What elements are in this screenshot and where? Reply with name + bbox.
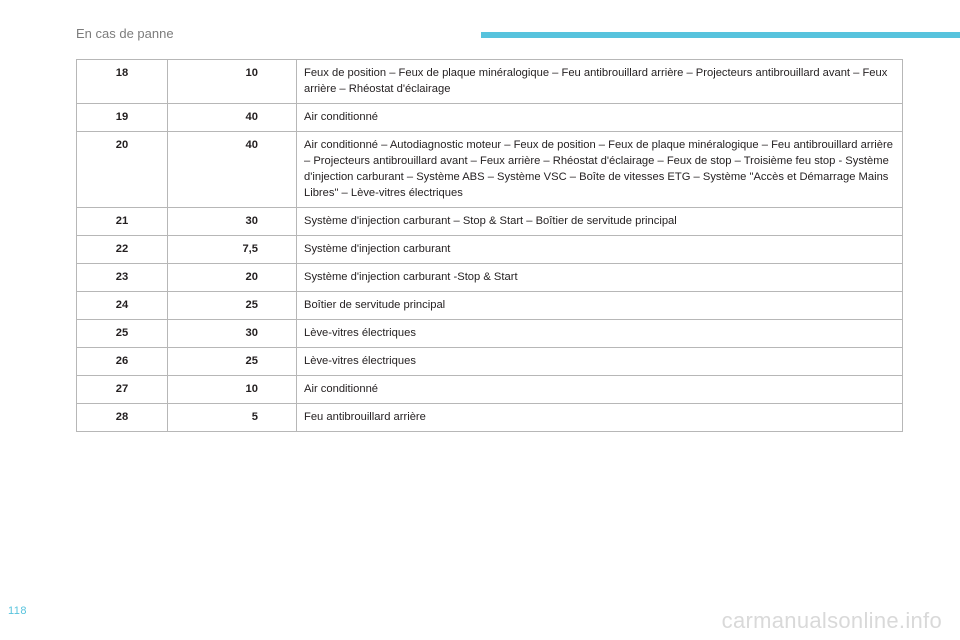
fuse-number: 23 <box>77 264 168 292</box>
fuse-function: Air conditionné <box>297 376 903 404</box>
fuse-amperage: 10 <box>168 60 297 104</box>
table-row <box>77 208 903 236</box>
fuse-amperage: 30 <box>168 208 297 236</box>
fuse-number: 28 <box>77 404 168 432</box>
fuse-function: Feux de position – Feux de plaque minéralogique – Feu antibrouillard arrière – Projecteurs antibrouillard avant – Feux arrière – Rhéostat d'éclairage <box>297 60 903 104</box>
table-row <box>77 236 903 264</box>
fuse-function: Lève-vitres électriques <box>297 348 903 376</box>
table-row <box>77 292 903 320</box>
fuse-amperage: 25 <box>168 292 297 320</box>
table-row <box>77 264 903 292</box>
fuse-amperage: 25 <box>168 348 297 376</box>
watermark-link[interactable]: carmanualsonline.info <box>721 608 942 633</box>
fuse-number: 20 <box>77 132 168 208</box>
fuse-amperage: 40 <box>168 104 297 132</box>
fuse-amperage: 10 <box>168 376 297 404</box>
table-row <box>77 132 903 208</box>
fuse-number: 27 <box>77 376 168 404</box>
fuse-number: 22 <box>77 236 168 264</box>
fuse-number: 26 <box>77 348 168 376</box>
page-number: 118 <box>8 605 28 617</box>
section-title: En cas de panne <box>76 26 174 41</box>
fuse-function: Air conditionné <box>297 104 903 132</box>
fuse-amperage: 30 <box>168 320 297 348</box>
table-row <box>77 376 903 404</box>
fuse-function: Air conditionné – Autodiagnostic moteur – Feux de position – Feux de plaque minéralogique – Feu antibrouillard arrière – Projecteurs antibrouillard avant – Feux arrière – Rhéostat d'éclairage – Feux de stop – Troisième feu stop - Système d'injection carburant – Système ABS – Système VSC – Boîte de vitesses ETG – Système "Accès et Démarrage Mains Libres" – Lève-vitres électriques <box>297 132 903 208</box>
fuse-function: Système d'injection carburant – Stop & Start – Boîtier de servitude principal <box>297 208 903 236</box>
fuse-number: 21 <box>77 208 168 236</box>
fuse-function: Système d'injection carburant -Stop & Start <box>297 264 903 292</box>
fuse-table <box>76 59 903 432</box>
fuse-number: 19 <box>77 104 168 132</box>
table-row <box>77 348 903 376</box>
table-row <box>77 104 903 132</box>
fuse-function: Lève-vitres électriques <box>297 320 903 348</box>
fuse-number: 25 <box>77 320 168 348</box>
table-row <box>77 320 903 348</box>
fuse-amperage: 20 <box>168 264 297 292</box>
fuse-amperage: 40 <box>168 132 297 208</box>
fuse-amperage: 5 <box>168 404 297 432</box>
fuse-number: 24 <box>77 292 168 320</box>
fuse-function: Boîtier de servitude principal <box>297 292 903 320</box>
table-row <box>77 60 903 104</box>
fuse-amperage: 7,5 <box>168 236 297 264</box>
fuse-function: Système d'injection carburant <box>297 236 903 264</box>
fuse-function: Feu antibrouillard arrière <box>297 404 903 432</box>
fuse-number: 18 <box>77 60 168 104</box>
table-row <box>77 404 903 432</box>
header-accent-bar <box>481 32 960 38</box>
